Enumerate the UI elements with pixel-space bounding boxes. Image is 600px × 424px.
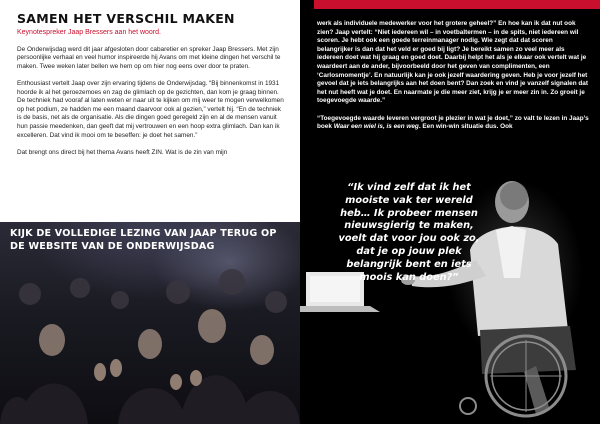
speaker-photo [300,160,600,424]
body-paragraph-continued: Dat brengt ons direct bij het thema Avans heeft ZIN. Wat is de zin van mijn [17,148,228,156]
body-paragraph: Enthousiast vertelt Jaap over zijn ervaring tijdens de Onderwijsdag. “Bij binnenkomst in 1931 hoorde ik al het geroezemoes en zag de glimlach op de gezichten, dan kom je graag binnen. De techniek had vooraf al laten weten er naar uit te kijken om mij weer te mogen verwelkomen op het podium, ze hadden me een maand daarvoor ook al gezien,” vertelt hij. “En de techniek is de basis, net als de organisatie. Als die dingen goed geregeld zijn en al de mensen vanuit hun passie meedenken, dan geeft dat mij vertrouwen en een hoop extra glimlach. Dan kan ik excelleren. Dat vind ik mooi om te beseffen: je doet het samen.” [17,79,284,139]
accent-bar [314,0,600,9]
continued-paragraph: werk als individuele medewerker voor het grotere geheel?” En hoe kan ik dat nut ook zien? Jaap vertelt: “Niet iedereen wil – in voetbaltermen – in de spits, niet iedereen wil scoren. Je hebt ook een goede terreinmanager nodig. Wie zegt dat dat scoren belangrijker is dan dat het veld er goed bij ligt? Je bereikt samen zo veel meer als iedereen doet wat hij graag en goed doet. Daarbij helpt het als je elkaar ook vertelt wat je waardeert aan de ander, bijvoorbeeld door het geven van complimenten, een ‘Carlosmomentje’. En natuurlijk kan je ook jezelf waardering geven. Heb je voor jezelf het gevoel dat je iets belangrijks aan het doen bent? Dan zoek en vind je vanzelf signalen dat het nut heeft wat je doet. En naarmate je die meer ziet, krijg je er meer zin in. Zo groeit je toegevoegde waarde.” [317,20,588,105]
article-body-right [317,20,589,132]
book-paragraph-start: “Toegevoegde waarde leveren vergroot je plezier in wat je doet,” zo valt te lezen in Jaap’s boek [317,114,589,131]
article-subtitle: Keynotespreker Jaap Bressers aan het woord. [17,29,161,36]
article-title: SAMEN HET VERSCHIL MAKEN [17,11,235,26]
right-page [300,0,600,424]
book-paragraph-end: . Een win-win situatie dus. Ook [418,123,513,131]
video-link-caption[interactable]: KIJK DE VOLLEDIGE LEZING VAN JAAP TERUG OP DE WEBSITE VAN DE ONDERWIJSDAG [10,228,277,252]
book-title: Waar een wiel is, is een weg [333,123,419,131]
intro-paragraph: De Onderwijsdag werd dit jaar afgesloten door cabaretier en spreker Jaap Bressers. Met zijn persoonlijke verhaal en veel humor inspireerde hij Avans om met kleine dingen het verschil te maken. Twee weken later bellen we hem op om hier nog eens over door te praten. [17,45,281,70]
article-body-left [17,11,287,157]
audience-photo [0,222,300,424]
pull-quote: “Ik vind zelf dat ik het mooiste vak ter wereld heb… Ik probeer mensen nieuwsgierig te maken, voelt dat voor jou ook zo, dat je op jouw plek belangrijk bent en iets moois kan doen?” [338,182,480,283]
book-paragraph [317,115,589,132]
